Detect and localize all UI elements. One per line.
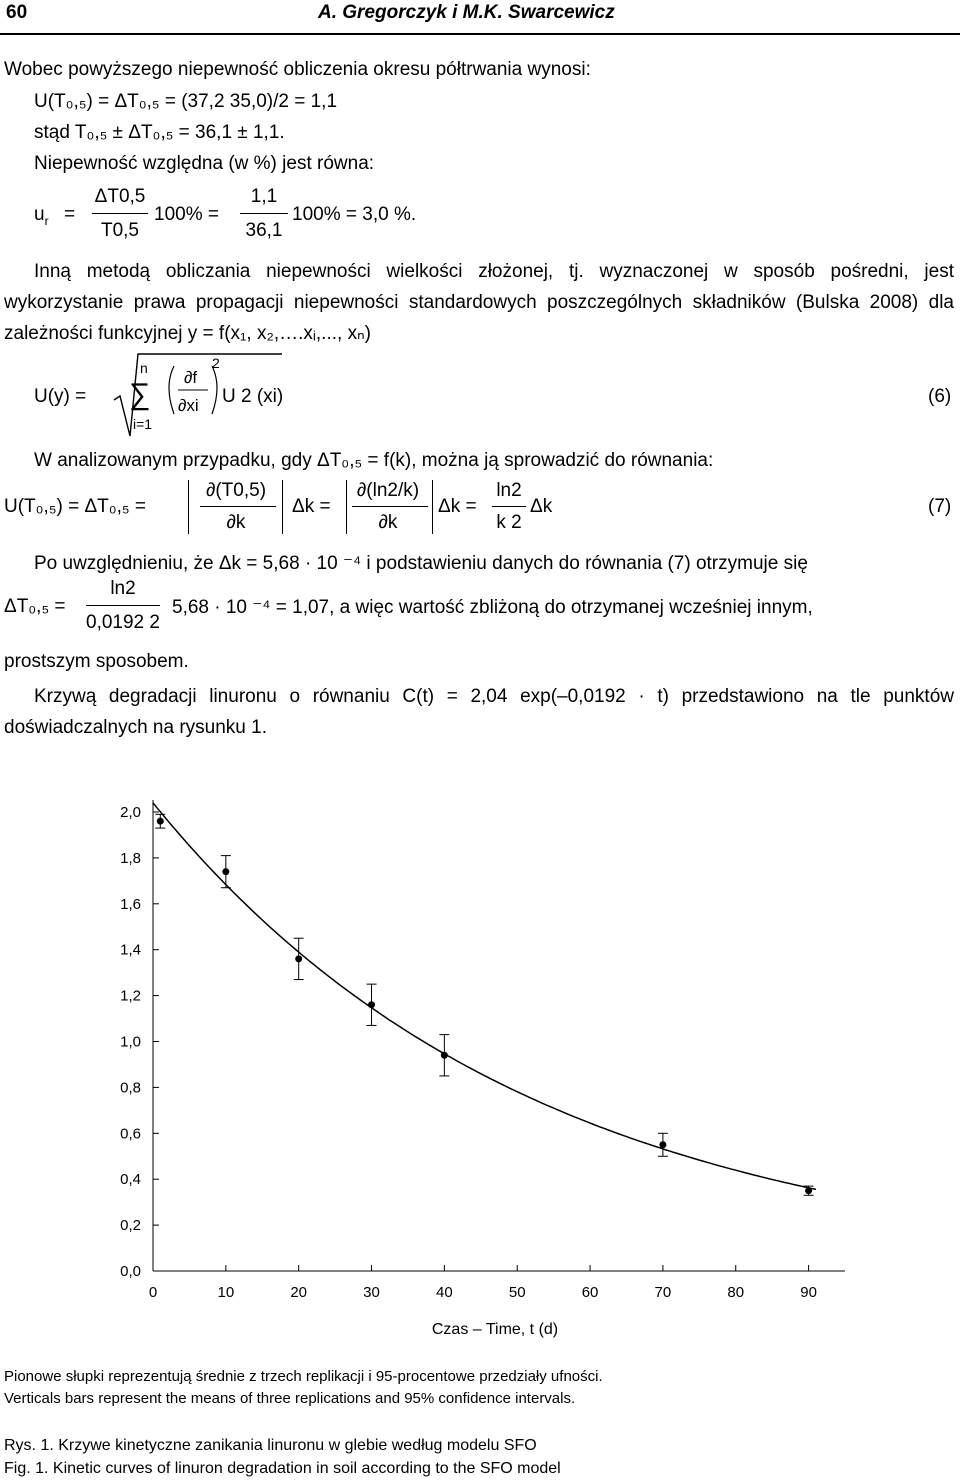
y-tick-label: 0,6 xyxy=(120,1125,141,1143)
data-point-group xyxy=(439,1035,449,1076)
eq6-partial-x: ∂xi xyxy=(178,396,199,415)
paragraph-propagation: Inną metodą obliczania niepewności wielkości złożonej, tj. wyznaczonej w sposób pośredni, jest wykorzystanie prawa propagacji niepewności standardowych poszczególnych składników (Bulska 2008) dla zależności funkcyjnej y = f(x₁, x₂,….xᵢ,..., xₙ) xyxy=(4,261,954,344)
eq8-lhs: ΔT₀,₅ = xyxy=(4,596,66,617)
caption-note-pl: Pionowe słupki reprezentują średnie z trzech replikacji i 95-procentowe przedziały ufności. xyxy=(4,1368,603,1385)
ur-sub: r xyxy=(44,213,49,228)
y-tick-label: 1,6 xyxy=(120,895,141,913)
data-point xyxy=(805,1187,812,1194)
eq7-number: (7) xyxy=(928,496,952,517)
caption-figure-pl: Rys. 1. Krzywe kinetyczne zanikania linuronu w glebie według modelu SFO xyxy=(4,1437,537,1454)
y-tick-label: 2,0 xyxy=(120,804,141,821)
ur-frac-line2 xyxy=(240,213,288,214)
y-tick-label: 1,4 xyxy=(120,941,141,959)
eq6-sigma: ∑ xyxy=(129,378,151,411)
eq7-lhs: U(T₀,₅) = ΔT₀,₅ = xyxy=(4,496,146,517)
paragraph-curve: Krzywą degradacji linuronu o równaniu C(t) = 2,04 exp(–0,0192 · t) przedstawiono na tle punktów doświadczalnych na rysunku 1. xyxy=(4,686,954,738)
y-tick-label: 0,8 xyxy=(120,1079,141,1097)
x-tick-label: 0 xyxy=(148,1284,158,1301)
eq7-abs-left2 xyxy=(346,480,347,534)
eq7-end: Δk xyxy=(530,496,553,517)
paragraph-substitution: Po uwzględnieniu, że Δk = 5,68 · 10 ⁻⁴ i podstawieniu danych do równania (7) otrzymuje się xyxy=(34,553,808,574)
caption-note-en: Verticals bars represent the means of three replications and 95% confidence intervals. xyxy=(4,1390,576,1407)
data-point-group xyxy=(367,984,377,1025)
eq7-den1: ∂k xyxy=(226,512,246,533)
chart-svg xyxy=(0,790,960,1338)
eq6-partial-f: ∂f xyxy=(184,368,198,387)
x-tick-label: 70 xyxy=(654,1284,672,1301)
ur-lhs: u xyxy=(34,204,45,225)
page-number: 60 xyxy=(6,2,28,23)
eq7-num2: ∂(ln2/k) xyxy=(356,480,420,501)
eq7-frac-line2 xyxy=(352,506,428,507)
paragraph-simpler: prostszym sposobem. xyxy=(4,651,189,672)
eq7-num3: ln2 xyxy=(496,480,522,501)
x-axis-label: Czas – Time, t (d) xyxy=(431,1321,559,1338)
text-line-1: Wobec powyższego niepewność obliczenia okresu półtrwania wynosi: xyxy=(4,59,591,80)
data-point xyxy=(295,955,302,962)
ur-mid: 100% = xyxy=(154,204,219,225)
y-tick-label: 0,4 xyxy=(120,1171,141,1189)
eq6-lower: i=1 xyxy=(133,416,153,432)
x-tick-label: 50 xyxy=(508,1284,526,1301)
header-rule xyxy=(0,33,960,35)
data-point xyxy=(222,868,229,875)
y-tick-label: 0,0 xyxy=(120,1263,141,1280)
data-point-group xyxy=(294,938,304,979)
x-tick-label: 40 xyxy=(436,1284,453,1301)
eq7-abs-left1 xyxy=(188,480,189,534)
eq7-frac-line1 xyxy=(200,506,276,507)
x-tick-label: 80 xyxy=(727,1284,745,1301)
data-point-group xyxy=(658,1133,668,1156)
ur-frac-line1 xyxy=(92,213,148,214)
data-point xyxy=(368,1001,375,1008)
ur-num2: 1,1 xyxy=(250,186,278,207)
x-tick-label: 30 xyxy=(363,1284,380,1301)
eq8-den: 0,0192 2 xyxy=(86,612,160,633)
ur-end: 100% = 3,0 %. xyxy=(292,204,417,225)
data-point-group xyxy=(221,856,231,888)
eq7-abs-right2 xyxy=(432,480,433,534)
caption-figure-en: Fig. 1. Kinetic curves of linuron degradation in soil according to the SFO model xyxy=(4,1460,561,1477)
eq7-mid1: Δk = xyxy=(292,496,331,517)
eq7-abs-right1 xyxy=(282,480,283,534)
eq6-power: 2 xyxy=(212,355,220,371)
y-tick-label: 1,2 xyxy=(120,987,141,1005)
eq7-mid2: Δk = xyxy=(438,496,477,517)
running-header: A. Gregorczyk i M.K. Swarcewicz xyxy=(318,2,615,23)
y-tick-label: 1,0 xyxy=(120,1033,141,1051)
data-point xyxy=(659,1141,666,1148)
fitted-curve xyxy=(153,803,816,1190)
text-line-3: stąd T₀,₅ ± ΔT₀,₅ = 36,1 ± 1,1. xyxy=(34,122,285,143)
eq8-rest: 5,68 · 10 ⁻⁴ = 1,07, a więc wartość zbliżoną do otrzymanej wcześniej innym, xyxy=(172,597,813,618)
x-tick-label: 10 xyxy=(217,1284,235,1301)
text-line-2: U(T₀,₅) = ΔT₀,₅ = (37,2 35,0)/2 = 1,1 xyxy=(34,91,338,112)
eq6-u: U 2 (xi) xyxy=(222,386,284,407)
eq7-den2: ∂k xyxy=(378,512,398,533)
eq6-lhs: U(y) = xyxy=(34,386,87,407)
ur-eq: = xyxy=(64,204,76,225)
y-tick-label: 1,8 xyxy=(120,849,141,867)
paragraph-analysis: W analizowanym przypadku, gdy ΔT₀,₅ = f(k), można ją sprowadzić do równania: xyxy=(34,450,714,471)
eq7-frac-line3 xyxy=(492,506,526,507)
x-tick-label: 60 xyxy=(581,1284,599,1301)
ur-den2: 36,1 xyxy=(245,220,283,241)
eq7-den3: k 2 xyxy=(496,512,522,533)
text-line-4: Niepewność względna (w %) jest równa: xyxy=(34,153,375,174)
eq8-num: ln2 xyxy=(110,578,136,599)
eq6-number: (6) xyxy=(928,386,952,407)
data-point xyxy=(157,818,164,825)
figure-1-chart xyxy=(0,790,960,1338)
y-tick-label: 0,2 xyxy=(120,1217,141,1235)
ur-num1: ΔT0,5 xyxy=(94,186,146,207)
data-point xyxy=(441,1052,448,1059)
ur-den1: T0,5 xyxy=(100,220,140,241)
eq8-frac-line xyxy=(86,605,160,606)
x-tick-label: 90 xyxy=(800,1284,817,1301)
x-tick-label: 20 xyxy=(290,1284,308,1301)
eq6-upper: n xyxy=(140,360,148,376)
eq7-num1: ∂(T0,5) xyxy=(205,480,267,501)
